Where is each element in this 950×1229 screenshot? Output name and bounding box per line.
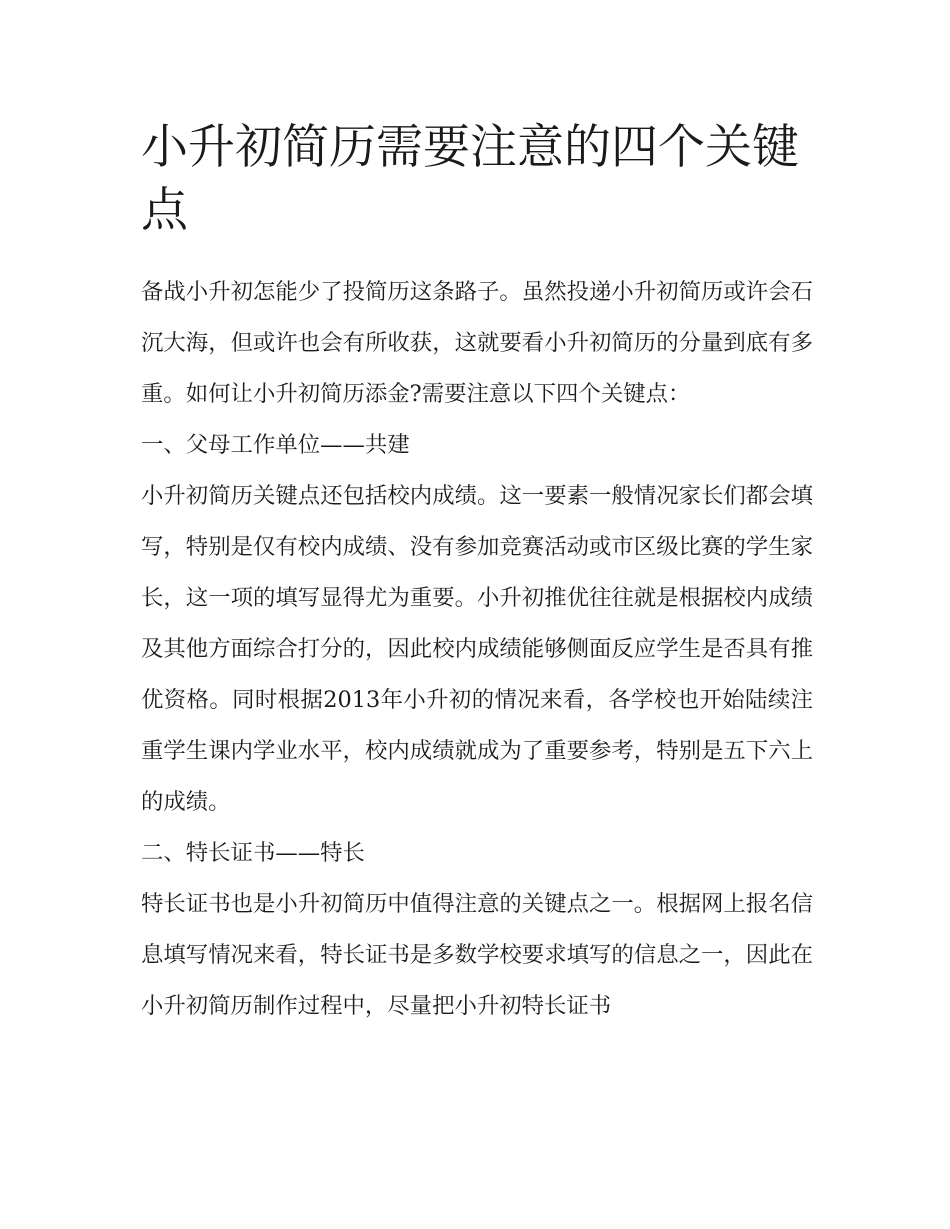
section-heading-2: 二、特长证书——特长 (141, 840, 365, 866)
section-body-2: 特长证书也是小升初简历中值得注意的关键点之一。根据网上报名信息填写情况来看，特长证书是多数学校要求填写的信息之一，因此在小升初简历制作过程中，尽量把小升初特长证书 (141, 891, 813, 1019)
document-body (141, 116, 813, 1032)
section-body-1: 小升初简历关键点还包括校内成绩。这一要素一般情况家长们都会填写，特别是仅有校内成绩、没有参加竞赛活动或市区级比赛的学生家长，这一项的填写显得尤为重要。小升初推优往往就是根据校内成绩及其他方面综合打分的，因此校内成绩能够侧面反应学生是否具有推优资格。同时根据2013年小升初的情况来看，各学校也开始陆续注重学生课内学业水平，校内成绩就成为了重要参考，特别是五下六上的成绩。 (141, 483, 813, 815)
intro-paragraph: 备战小升初怎能少了投简历这条路子。虽然投递小升初简历或许会石沉大海，但或许也会有所收获，这就要看小升初简历的分量到底有多重。如何让小升初简历添金?需要注意以下四个关键点： (141, 279, 813, 407)
page-title: 小升初简历需要注意的四个关键点 (141, 120, 799, 238)
section-heading-1: 一、父母工作单位——共建 (141, 432, 410, 458)
